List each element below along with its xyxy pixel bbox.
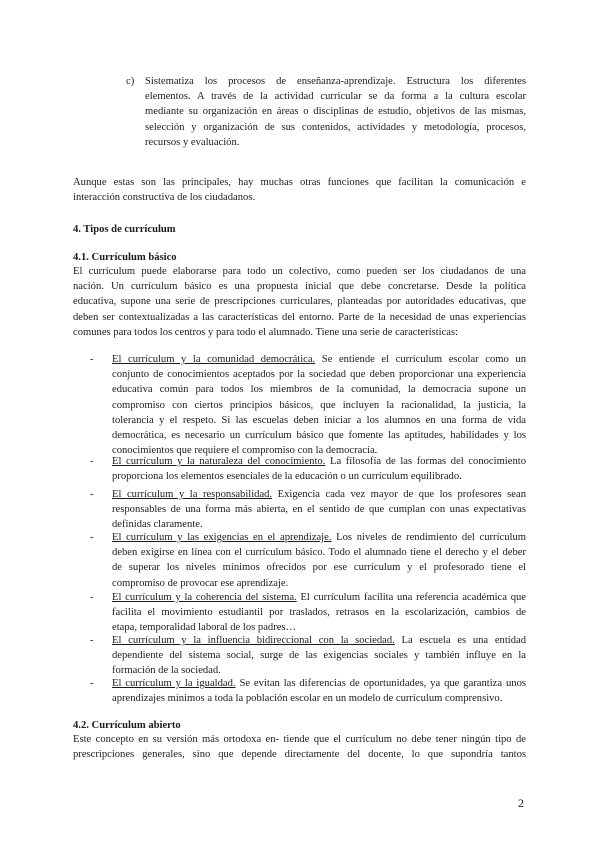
list-item-c-line: recursos y evaluación. <box>145 136 240 148</box>
paragraph-line: nación. Un currículum básico es una propuesta inicial que debe concretarse. Desde la política <box>73 281 526 293</box>
characteristic-line: proporciona los elementos esenciales de la educación o un currículum equilibrado. <box>112 471 462 483</box>
characteristic-title: El currículum y la responsabilidad. <box>112 489 273 500</box>
characteristic-first-line <box>112 530 526 545</box>
characteristic-item <box>112 530 526 591</box>
paragraph-line: prescripciones generales, sino que depende directamente del docente, lo que supondría tantos <box>73 749 526 761</box>
list-item-c-line: selección y organización de sus contenidos, actividades y metodología, procesos, <box>145 121 526 133</box>
characteristic-line: dependiente del sistema social, surge de las exigencias sociales y también influye en la <box>112 650 526 662</box>
characteristic-line: deben exigirse en línea con el currículum básico. Todo el alumnado tiene el derecho y el deber <box>112 547 526 559</box>
characteristic-line: de superar los niveles mínimos ofrecidos por ese currículum y el profesorado tiene el <box>112 562 526 574</box>
characteristic-item <box>112 487 526 533</box>
characteristic-line: aprendizajes mínimos a toda la población escolar en un modelo de currículum comprensivo. <box>112 693 503 705</box>
characteristic-item <box>112 454 526 484</box>
bullet-dash: - <box>90 456 94 467</box>
characteristic-text: El currículum facilita una referencia académica que <box>296 592 526 603</box>
characteristic-item <box>112 676 526 706</box>
characteristic-line: conjunto de conocimientos aceptados por la sociedad que deben proporcionar una experiencia <box>112 369 526 381</box>
characteristic-first-line <box>112 633 526 648</box>
characteristic-title: El currículum y la comunidad democrática. <box>112 354 316 365</box>
characteristic-text: Se entiende el currículum escolar como un <box>315 354 527 365</box>
characteristic-title: El currículum y la influencia bidireccional con la sociedad. <box>112 635 395 646</box>
bullet-dash: - <box>90 592 94 603</box>
section-heading-4: 4. Tipos de currículum <box>73 224 176 235</box>
section-heading-4-1: 4.1. Currículum básico <box>73 252 177 263</box>
characteristic-line: responsables de una forma más abierta, en el sentido de que cumplan con unas expectativas <box>112 504 526 516</box>
list-item-c-line: Sistematiza los procesos de enseñanza-aprendizaje. Estructura los diferentes <box>145 76 526 87</box>
section-4-2-paragraph <box>73 732 526 762</box>
characteristic-line: democrática, es necesario un currículum básico que fomente las aptitudes, habilidades y los <box>112 430 526 442</box>
characteristic-line: definidas claramente. <box>112 519 203 531</box>
characteristic-line: conocimientos que requiere el compromiso con la democracia. <box>112 445 378 457</box>
bullet-dash: - <box>90 635 94 646</box>
characteristic-title: El currículum y la igualdad. <box>112 678 236 689</box>
characteristic-title: El currículum y la naturaleza del conocimiento. <box>112 456 326 467</box>
paragraph-line: comunes para todos los centros y para todo el alumnado. Tiene una serie de características: <box>73 326 459 338</box>
characteristic-item <box>112 633 526 679</box>
summary-paragraph <box>73 175 526 205</box>
characteristic-line: compromiso de provocar ese aprendizaje. <box>112 577 289 589</box>
characteristic-first-line <box>112 454 526 469</box>
characteristic-text: Exigencia cada vez mayor de que los profesores sean <box>272 489 526 500</box>
characteristic-line: etapa, temporalidad laboral de los padres… <box>112 622 297 634</box>
bullet-dash: - <box>90 489 94 500</box>
characteristic-first-line <box>112 590 526 605</box>
section-4-1-paragraph <box>73 264 526 340</box>
characteristic-text: Los niveles de rendimiento del currículum <box>331 532 526 543</box>
list-item-c <box>145 74 526 150</box>
characteristic-line: compromiso con ciertos principios básicos, que incluyen la racionalidad, la justicia, la <box>112 399 526 411</box>
paragraph-line: deben ser contextualizadas a las características del entorno. Parte de la necesidad de unas experiencias <box>73 311 526 323</box>
characteristic-text: La filosofía de las formas del conocimiento <box>325 456 526 467</box>
characteristic-title: El currículum y las exigencias en el aprendizaje. <box>112 532 332 543</box>
bullet-dash: - <box>90 532 94 543</box>
characteristic-item <box>112 352 526 458</box>
characteristic-line: formación de la sociedad. <box>112 665 221 677</box>
characteristic-line: educativa común para todos los miembros de la comunidad, la democracia supone un <box>112 384 526 396</box>
characteristic-text: Se evitan las diferencias de oportunidades, ya que garantiza unos <box>235 678 526 689</box>
paragraph-line: educativa, supone una serie de prescripciones curriculares, planteadas por autoridades educativas, que <box>73 296 526 308</box>
characteristic-line: facilita el movimiento estudiantil por traslados, retrasos en la escolarización, cambios de <box>112 607 526 619</box>
paragraph-line: Este concepto en su versión más ortodoxa en- tiende que el currículum no debe tener ningún tipo de <box>73 734 526 745</box>
section-heading-4-2: 4.2. Currículum abierto <box>73 720 181 731</box>
bullet-dash: - <box>90 354 94 365</box>
list-item-c-line: elementos. A través de la actividad curricular se da forma a la cultura escolar <box>145 91 526 103</box>
paragraph-line: interacción constructiva de los ciudadanos. <box>73 192 256 204</box>
characteristic-first-line <box>112 676 526 691</box>
paragraph-line: El currículum puede elaborarse para todo un colectivo, como pueden ser los ciudadanos de una <box>73 266 526 277</box>
list-item-c-line: mediante su organización en áreas o disciplinas de estudio, objetivos de las mismas, <box>145 106 526 118</box>
characteristic-text: La escuela es una entidad <box>394 635 527 646</box>
paragraph-line: Aunque estas son las principales, hay muchas otras funciones que facilitan la comunicación e <box>73 177 526 188</box>
characteristic-item <box>112 590 526 636</box>
list-marker-c: c) <box>126 76 135 87</box>
bullet-dash: - <box>90 678 94 689</box>
characteristic-line: tolerancia y el respeto. Si las escuelas deben iniciar a los alumnos en una forma de vida <box>112 414 526 426</box>
characteristic-first-line <box>112 487 526 502</box>
page-number: 2 <box>518 796 524 810</box>
characteristic-title: El currículum y la coherencia del sistema. <box>112 592 297 603</box>
characteristic-first-line <box>112 352 526 367</box>
